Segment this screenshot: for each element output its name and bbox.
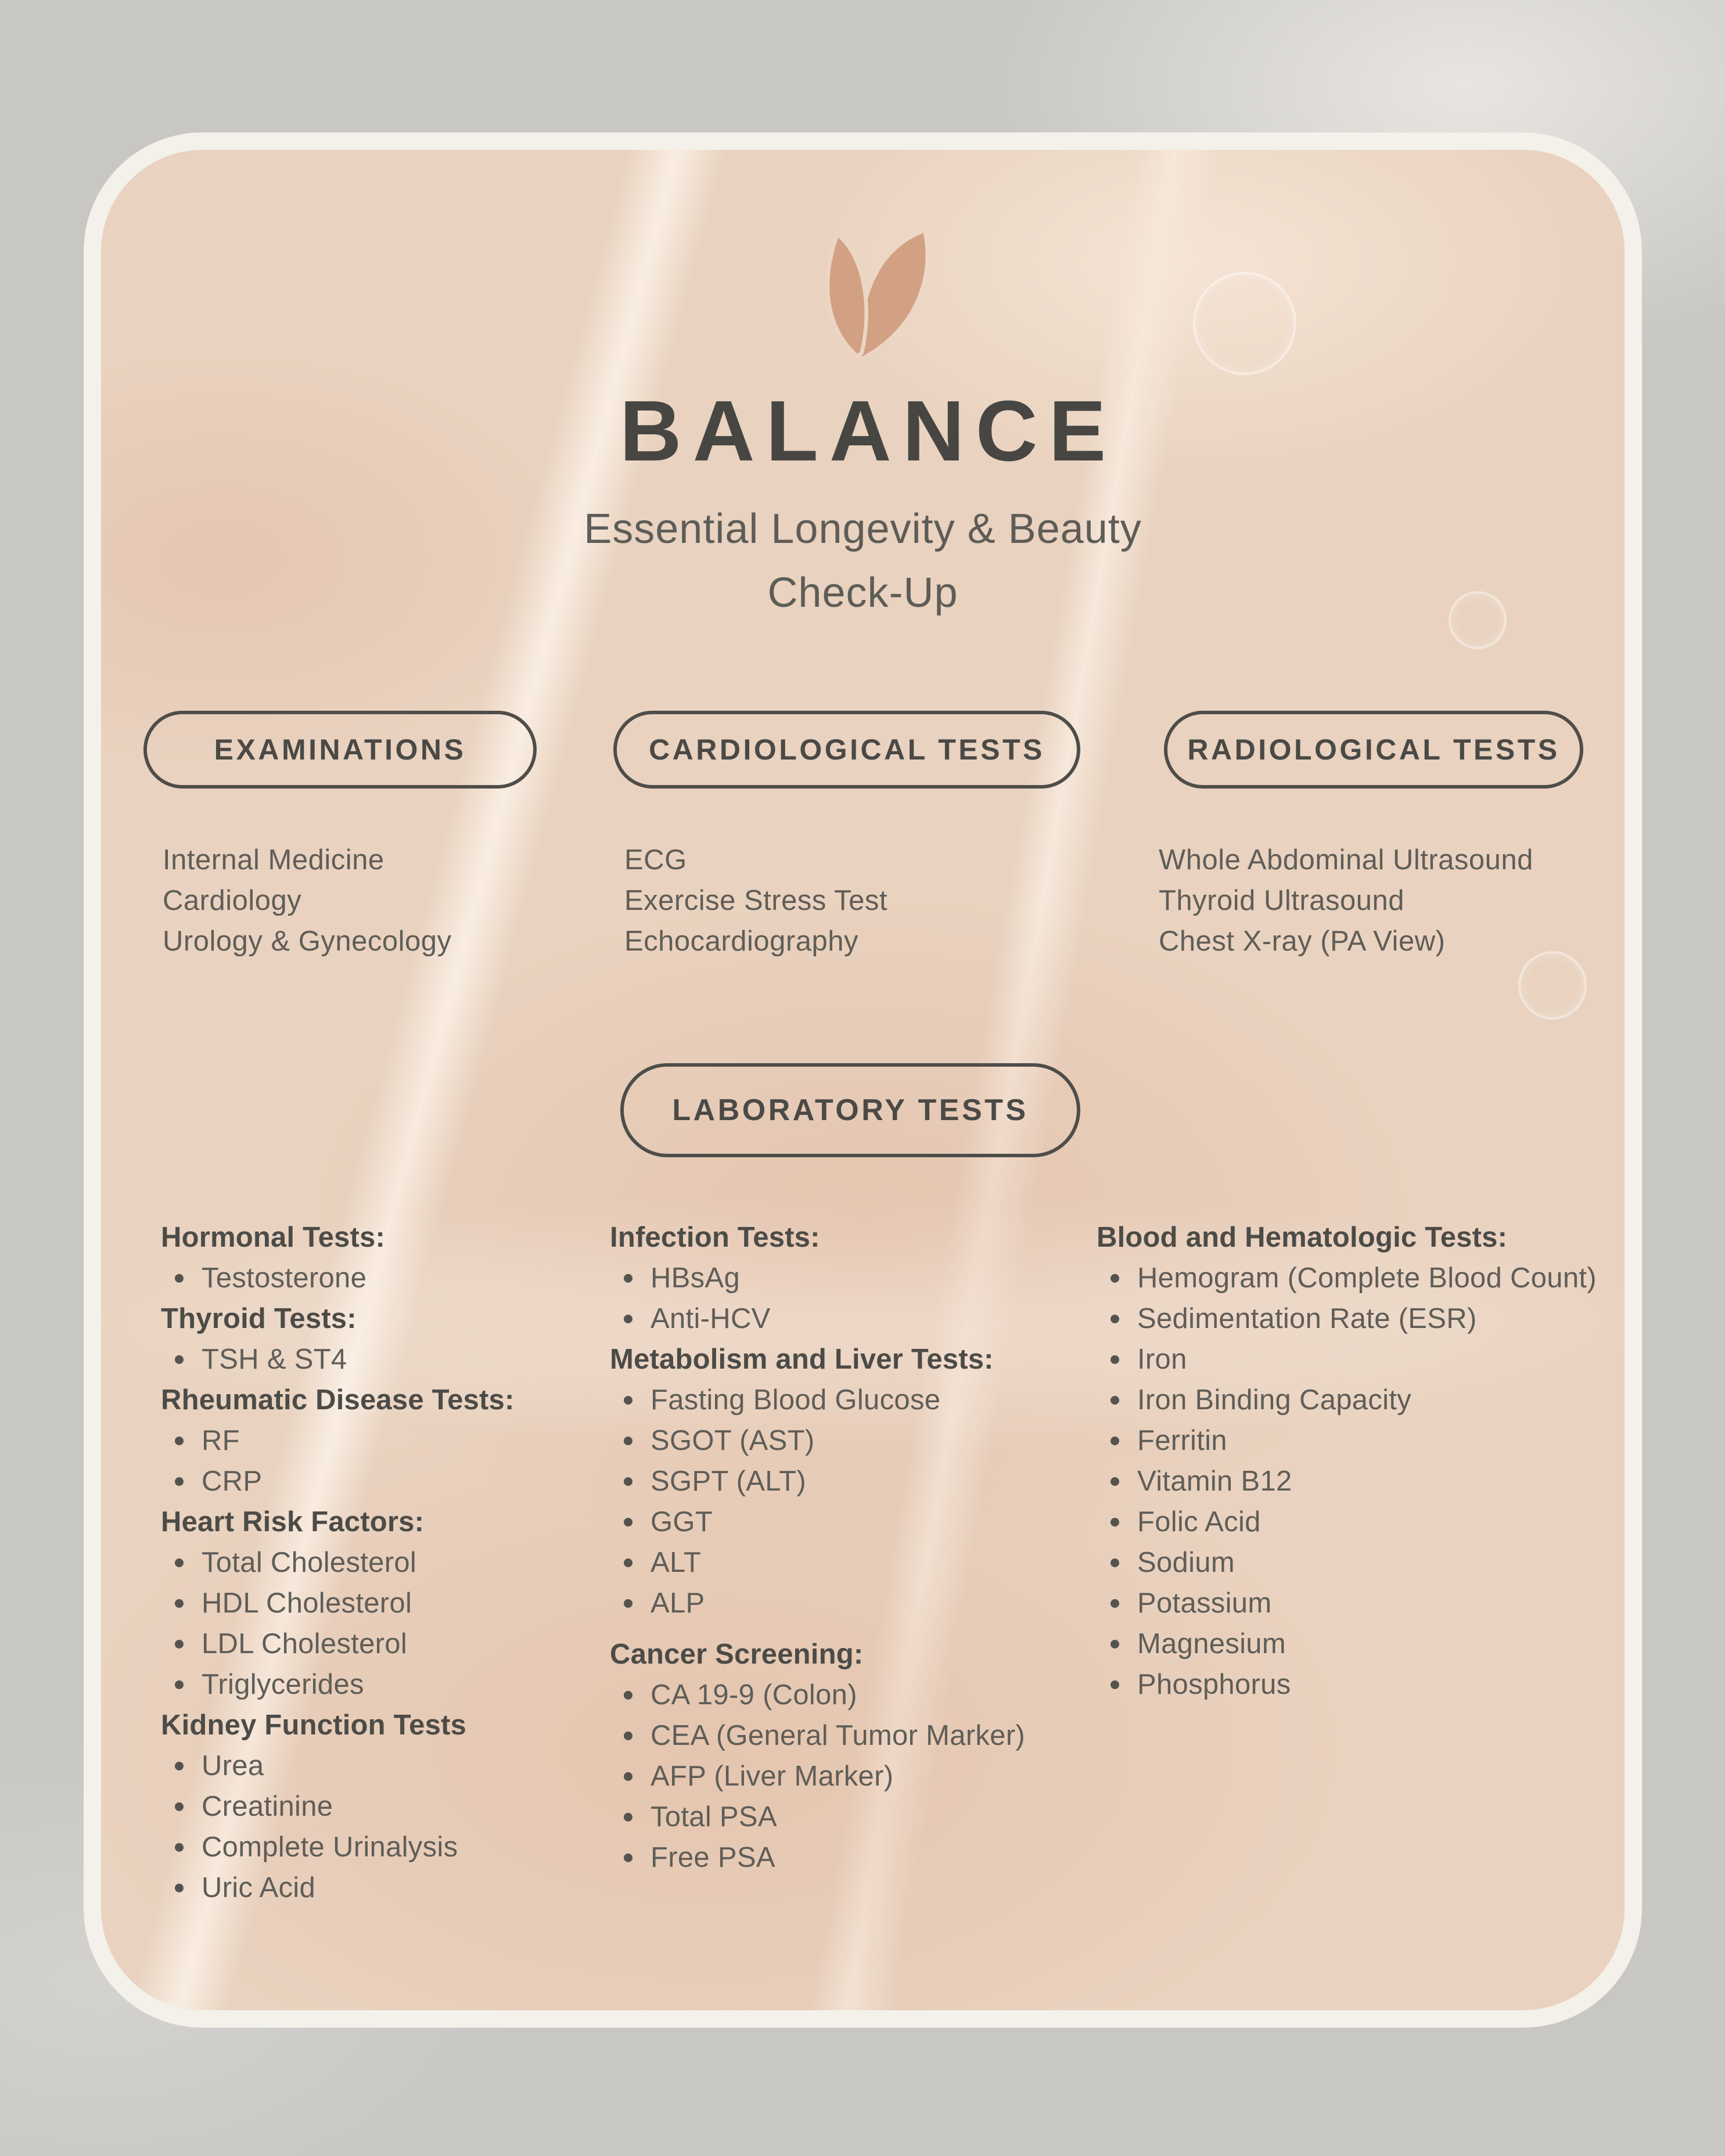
list-item: Fasting Blood Glucose [610,1380,1025,1420]
list-item: ALP [610,1583,1025,1624]
list-item: Chest X-ray (PA View) [1159,926,1446,957]
list-item: GGT [610,1502,1025,1542]
list-item: CEA (General Tumor Marker) [610,1715,1025,1756]
list-item: Cardiology [163,885,302,916]
lab-group-heading: Blood and Hematologic Tests: [1097,1222,1508,1253]
list-item: Thyroid Ultrasound [1159,885,1404,916]
section-pill-label: LABORATORY TESTS [672,1093,1029,1127]
list-item: Internal Medicine [163,844,384,876]
section-pill-radiological-tests [1164,711,1583,789]
lab-group-heading: Cancer Screening: [610,1639,864,1670]
list-item: Free PSA [610,1837,1025,1878]
list-item: Sodium [1097,1542,1597,1583]
list-item: Exercise Stress Test [624,885,887,916]
list-item: Ferritin [1097,1420,1597,1461]
list-item: Potassium [1097,1583,1597,1624]
list-item: RF [161,1420,514,1461]
list-item: ECG [624,844,687,876]
subtitle-line-2: Check-Up [767,570,958,616]
page-title: BALANCE [619,383,1117,479]
lab-group [610,1339,1025,1624]
list-item: Total Cholesterol [161,1542,514,1583]
laboratory-column-3 [1097,1217,1597,1705]
list-item: LDL Cholesterol [161,1624,514,1664]
list-item: HDL Cholesterol [161,1583,514,1624]
lab-group-heading: Infection Tests: [610,1222,820,1253]
list-item: ALT [610,1542,1025,1583]
lab-group-list [161,1258,514,1298]
list-item: Sedimentation Rate (ESR) [1097,1298,1597,1339]
lab-group [1097,1217,1597,1705]
list-item: TSH & ST4 [161,1339,514,1380]
list-item: Triglycerides [161,1664,514,1705]
list-item: Magnesium [1097,1624,1597,1664]
lab-group-heading: Rheumatic Disease Tests: [161,1384,515,1416]
list-item: Hemogram (Complete Blood Count) [1097,1258,1597,1298]
lab-group-list [610,1380,1025,1624]
checkup-card [84,132,1642,2028]
list-item: Iron [1097,1339,1597,1380]
list-item: Complete Urinalysis [161,1827,514,1867]
lab-group [161,1705,514,1908]
list-item: Anti-HCV [610,1298,1025,1339]
leaf-logo-icon [786,225,940,360]
laboratory-column-1 [161,1217,514,1908]
list-item: Total PSA [610,1797,1025,1837]
lab-group-list [610,1258,1025,1339]
list-item: Phosphorus [1097,1664,1597,1705]
lab-group-list [161,1745,514,1908]
lab-group-heading: Heart Risk Factors: [161,1506,425,1538]
lab-group-heading: Hormonal Tests: [161,1222,385,1253]
lab-group-list [161,1420,514,1502]
lab-group [610,1634,1025,1878]
lab-group [161,1502,514,1705]
list-item: Echocardiography [624,926,858,957]
section-pill-cardiological-tests [613,711,1080,789]
lab-group [161,1298,514,1380]
section-pill-label: EXAMINATIONS [214,733,466,766]
lab-group [161,1380,514,1502]
lab-group-list [161,1542,514,1705]
page-subtitle [101,497,1625,625]
section-pill-label: RADIOLOGICAL TESTS [1187,733,1560,766]
list-item: Creatinine [161,1786,514,1827]
subtitle-line-1: Essential Longevity & Beauty [584,506,1142,552]
lab-group-heading: Thyroid Tests: [161,1303,357,1334]
list-item: SGOT (AST) [610,1420,1025,1461]
list-item: CRP [161,1461,514,1502]
list-item: Iron Binding Capacity [1097,1380,1597,1420]
examinations-list [163,840,452,962]
lab-group-list [610,1675,1025,1878]
list-item: CA 19-9 (Colon) [610,1675,1025,1715]
section-pill-laboratory-tests [620,1063,1080,1157]
lab-group [161,1217,514,1298]
cardiological-tests-list [624,840,887,962]
list-item: Testosterone [161,1258,514,1298]
list-item: AFP (Liver Marker) [610,1756,1025,1797]
lab-group-list [161,1339,514,1380]
list-item: Urea [161,1745,514,1786]
section-pill-label: CARDIOLOGICAL TESTS [649,733,1045,766]
laboratory-column-2 [610,1217,1025,1878]
list-item: Vitamin B12 [1097,1461,1597,1502]
lab-group-list [1097,1258,1597,1705]
lab-group-heading: Metabolism and Liver Tests: [610,1344,994,1375]
list-item: Folic Acid [1097,1502,1597,1542]
lab-group [610,1217,1025,1339]
water-bubble-decoration [1193,272,1296,375]
list-item: Urology & Gynecology [163,926,452,957]
section-pill-examinations [143,711,537,789]
list-item: SGPT (ALT) [610,1461,1025,1502]
lab-group-heading: Kidney Function Tests [161,1709,466,1741]
radiological-tests-list [1159,840,1533,962]
list-item: HBsAg [610,1258,1025,1298]
list-item: Uric Acid [161,1867,514,1908]
list-item: Whole Abdominal Ultrasound [1159,844,1533,876]
